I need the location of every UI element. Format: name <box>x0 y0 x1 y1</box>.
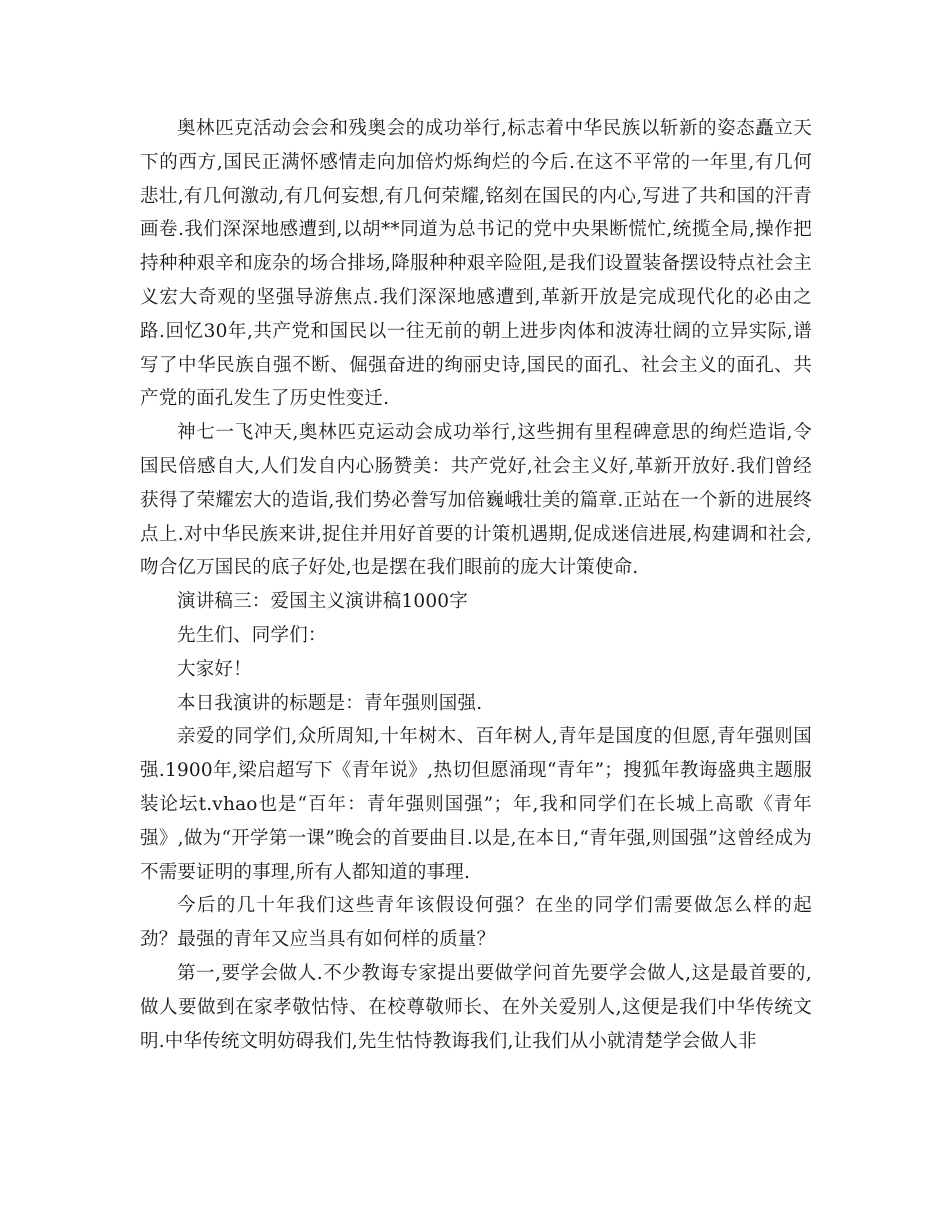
speech-title: 演讲稿三：爱国主义演讲稿1000字 <box>177 591 468 613</box>
greeting: 大家好！ <box>177 658 252 680</box>
speech-topic: 本日我演讲的标题是：青年强则国强. <box>177 692 483 714</box>
salutation: 先生们、同学们： <box>177 624 327 646</box>
paragraph-first-point: 第一,要学会做人.不少教诲专家提出要做学问首先要学会做人,这是最首要的,做人要做到在家孝敬怙恃、在校尊敬师长、在外关爱别人,这便是我们中华传统文明.中华传统文明妨碍我们,先生怙恃教诲我们,让我们从小就清楚学会做人非 <box>140 962 812 1052</box>
paragraph-youth: 亲爱的同学们,众所周知,十年树木、百年树人,青年是国度的但愿,青年强则国强.1900年,梁启超写下《青年说》,热切但愿涌现“青年”；搜狐年教诲盛典主题服装论坛t.vhao也是“百年：青年强则国强”；年,我和同学们在长城上高歌《青年强》,做为“开学第一课”晚会的首要曲目.以是,在本日,“青年强,则国强”这曾经成为不需要证明的事理,所有人都知道的事理. <box>140 726 812 883</box>
paragraph-olympics: 奥林匹克活动会会和残奥会的成功举行,标志着中华民族以斩新的姿态矗立天下的西方,国民正满怀感情走向加倍灼烁绚烂的今后.在这不平常的一年里,有几何悲壮,有几何激动,有几何妄想,有几何荣耀,铭刻在国民的内心,写进了共和国的汗青画卷.我们深深地感遭到,以胡**同道为总书记的党中央果断慌忙,统揽全局,操作把持种种艰辛和庞杂的场合排场,降服种种艰辛险阻,是我们设置装备摆设特点社会主义宏大奇观的坚强导游焦点.我们深深地感遭到,革新开放是完成现代化的必由之路.回忆30年,共产党和国民以一往无前的朝上进步肉体和波涛壮阔的立异实际,谱写了中华民族自强不断、倔强奋进的绚丽史诗,国民的面孔、社会主义的面孔、共产党的面孔发生了历史性变迁. <box>140 118 812 410</box>
document-body <box>140 112 812 1058</box>
paragraph-questions: 今后的几十年我们这些青年该假设何强？在坐的同学们需要做怎么样的起劲？最强的青年又应当具有如何样的质量？ <box>140 895 812 951</box>
paragraph-shenqi: 神七一飞冲天,奥林匹克运动会成功举行,这些拥有里程碑意思的绚烂造诣,令国民倍感自大,人们发自内心肠赞美：共产党好,社会主义好,革新开放好.我们曾经获得了荣耀宏大的造诣,我们势必誊写加倍巍峨壮美的篇章.正站在一个新的进展终点上.对中华民族来讲,捉住并用好首要的计策机遇期,促成迷信进展,构建调和社会,吻合亿万国民的底子好处,也是摆在我们眼前的庞大计策使命. <box>140 422 812 579</box>
